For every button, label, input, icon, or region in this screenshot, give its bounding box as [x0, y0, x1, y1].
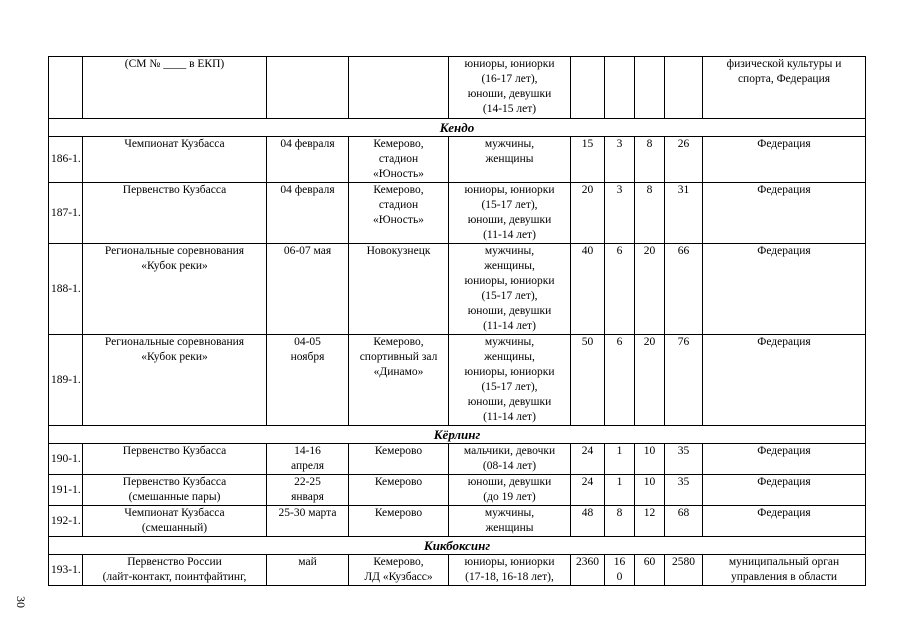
- count-total: 35: [665, 475, 703, 506]
- count-1: 40: [571, 244, 605, 335]
- table-row: [49, 555, 866, 586]
- count-2: 3: [605, 183, 635, 244]
- event-place: Кемерово: [349, 506, 449, 537]
- event-number: [49, 57, 83, 119]
- count-1: 24: [571, 444, 605, 475]
- event-name: Первенство Кузбасса (смешанные пары): [83, 475, 267, 506]
- event-number: 190-1.: [49, 444, 83, 475]
- section-header-row: [49, 426, 866, 444]
- count-total: 76: [665, 335, 703, 426]
- event-organizer: Федерация: [703, 335, 866, 426]
- count-1: [571, 57, 605, 119]
- event-name: Первенство Кузбасса: [83, 183, 267, 244]
- count-3: 8: [635, 137, 665, 183]
- event-date: 22-25 января: [267, 475, 349, 506]
- event-date: 14-16 апреля: [267, 444, 349, 475]
- event-date: 06-07 мая: [267, 244, 349, 335]
- count-1: 50: [571, 335, 605, 426]
- count-2: 16 0: [605, 555, 635, 586]
- section-header-row: [49, 537, 866, 555]
- event-participants: мужчины, женщины: [449, 506, 571, 537]
- count-1: 24: [571, 475, 605, 506]
- event-organizer: Федерация: [703, 137, 866, 183]
- event-organizer: муниципальный орган управления в области: [703, 555, 866, 586]
- event-participants: мальчики, девочки (08-14 лет): [449, 444, 571, 475]
- event-name: (СМ № ____ в ЕКП): [83, 57, 267, 119]
- event-organizer: Федерация: [703, 444, 866, 475]
- event-organizer: Федерация: [703, 506, 866, 537]
- count-3: 8: [635, 183, 665, 244]
- event-number: 186-1.: [49, 137, 83, 183]
- section-title: Кёрлинг: [49, 426, 866, 444]
- table-row: [49, 444, 866, 475]
- count-total: 66: [665, 244, 703, 335]
- count-3: [635, 57, 665, 119]
- count-2: 6: [605, 335, 635, 426]
- count-2: 1: [605, 444, 635, 475]
- event-name: Региональные соревнования «Кубок реки»: [83, 335, 267, 426]
- event-organizer: Федерация: [703, 244, 866, 335]
- count-2: 8: [605, 506, 635, 537]
- event-number: 192-1.: [49, 506, 83, 537]
- table-row: [49, 475, 866, 506]
- count-1: 48: [571, 506, 605, 537]
- table-row: [49, 244, 866, 335]
- event-place: Кемерово: [349, 475, 449, 506]
- event-organizer: Федерация: [703, 475, 866, 506]
- event-participants: юниоры, юниорки (15-17 лет), юноши, девушки (11-14 лет): [449, 183, 571, 244]
- event-participants: юниоры, юниорки (16-17 лет), юноши, девушки (14-15 лет): [449, 57, 571, 119]
- count-total: 68: [665, 506, 703, 537]
- event-name: Первенство Кузбасса: [83, 444, 267, 475]
- event-participants: мужчины, женщины: [449, 137, 571, 183]
- event-name: Региональные соревнования «Кубок реки»: [83, 244, 267, 335]
- event-date: 04 февраля: [267, 183, 349, 244]
- count-2: 6: [605, 244, 635, 335]
- event-number: 193-1.: [49, 555, 83, 586]
- count-3: 12: [635, 506, 665, 537]
- count-1: 15: [571, 137, 605, 183]
- section-header-row: [49, 119, 866, 137]
- count-3: 20: [635, 335, 665, 426]
- page-number: 30: [14, 596, 28, 608]
- count-total: [665, 57, 703, 119]
- count-total: 26: [665, 137, 703, 183]
- schedule-table: [48, 56, 866, 586]
- event-number: 189-1.: [49, 335, 83, 426]
- table-row: [49, 57, 866, 119]
- event-organizer: физической культуры и спорта, Федерация: [703, 57, 866, 119]
- event-name: Первенство России (лайт-контакт, поинтфайтинг,: [83, 555, 267, 586]
- schedule-table-body: [49, 57, 866, 586]
- count-total: 2580: [665, 555, 703, 586]
- event-name: Чемпионат Кузбасса: [83, 137, 267, 183]
- count-3: 20: [635, 244, 665, 335]
- event-date: [267, 57, 349, 119]
- event-place: Кемерово, спортивный зал «Динамо»: [349, 335, 449, 426]
- event-place: Кемерово, стадион «Юность»: [349, 183, 449, 244]
- count-2: 3: [605, 137, 635, 183]
- event-date: май: [267, 555, 349, 586]
- count-1: 2360: [571, 555, 605, 586]
- event-place: Кемерово: [349, 444, 449, 475]
- count-total: 35: [665, 444, 703, 475]
- count-2: [605, 57, 635, 119]
- event-place: Новокузнецк: [349, 244, 449, 335]
- table-row: [49, 137, 866, 183]
- count-3: 60: [635, 555, 665, 586]
- event-name: Чемпионат Кузбасса (смешанный): [83, 506, 267, 537]
- table-row: [49, 183, 866, 244]
- event-date: 04-05 ноября: [267, 335, 349, 426]
- table-row: [49, 335, 866, 426]
- event-place: Кемерово, ЛД «Кузбасс»: [349, 555, 449, 586]
- event-date: 04 февраля: [267, 137, 349, 183]
- event-date: 25-30 марта: [267, 506, 349, 537]
- event-organizer: Федерация: [703, 183, 866, 244]
- event-number: 191-1.: [49, 475, 83, 506]
- event-number: 187-1.: [49, 183, 83, 244]
- section-title: Кендо: [49, 119, 866, 137]
- event-participants: мужчины, женщины, юниоры, юниорки (15-17 лет), юноши, девушки (11-14 лет): [449, 335, 571, 426]
- event-number: 188-1.: [49, 244, 83, 335]
- section-title: Кикбоксинг: [49, 537, 866, 555]
- count-3: 10: [635, 444, 665, 475]
- event-participants: мужчины, женщины, юниоры, юниорки (15-17 лет), юноши, девушки (11-14 лет): [449, 244, 571, 335]
- count-total: 31: [665, 183, 703, 244]
- event-place: Кемерово, стадион «Юность»: [349, 137, 449, 183]
- count-3: 10: [635, 475, 665, 506]
- count-2: 1: [605, 475, 635, 506]
- event-place: [349, 57, 449, 119]
- event-participants: юноши, девушки (до 19 лет): [449, 475, 571, 506]
- table-row: [49, 506, 866, 537]
- event-participants: юниоры, юниорки (17-18, 16-18 лет),: [449, 555, 571, 586]
- count-1: 20: [571, 183, 605, 244]
